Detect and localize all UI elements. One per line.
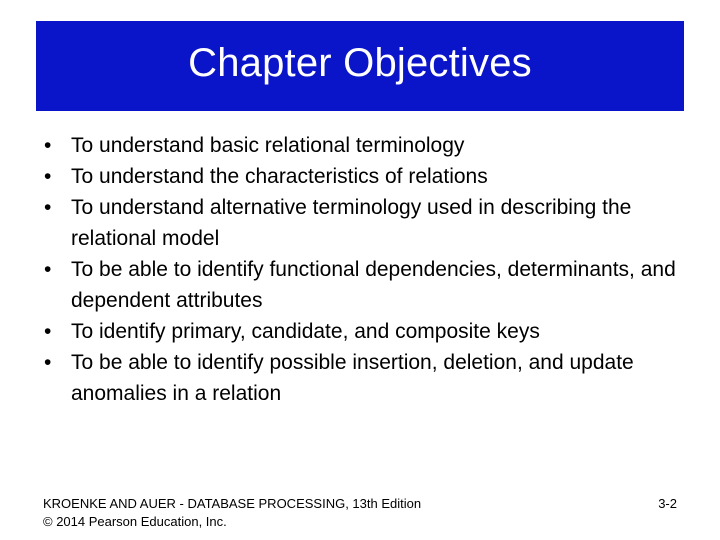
- footer-copyright: © 2014 Pearson Education, Inc.: [43, 514, 227, 529]
- list-item-text: To understand basic relational terminology: [71, 134, 465, 157]
- bullet-icon: •: [44, 258, 52, 281]
- list-item: [44, 254, 684, 316]
- page-number: 3-2: [658, 496, 677, 511]
- title-bar: [36, 21, 684, 111]
- list-item-text: To be able to identify possible insertion, deletion, and update anomalies in a relation: [71, 351, 634, 405]
- list-item-text: To be able to identify functional dependencies, determinants, and dependent attributes: [71, 258, 676, 312]
- list-item-text: To understand alternative terminology used in describing the relational model: [71, 196, 632, 250]
- bullet-icon: •: [44, 320, 52, 343]
- bullet-icon: •: [44, 165, 52, 188]
- footer-book-title: KROENKE AND AUER - DATABASE PROCESSING, 13th Edition: [43, 496, 422, 511]
- list-item: [44, 161, 684, 192]
- list-item: [44, 192, 684, 254]
- bullet-icon: •: [44, 351, 52, 374]
- list-item: [44, 347, 684, 409]
- objectives-list: [44, 130, 684, 409]
- list-item-text: To understand the characteristics of relations: [71, 165, 488, 188]
- bullet-icon: •: [44, 196, 52, 219]
- list-item: [44, 316, 684, 347]
- slide-title: Chapter Objectives: [188, 40, 532, 85]
- list-item-text: To identify primary, candidate, and composite keys: [71, 320, 540, 343]
- footer-credits: [43, 495, 421, 531]
- list-item: [44, 130, 684, 161]
- bullet-icon: •: [44, 134, 52, 157]
